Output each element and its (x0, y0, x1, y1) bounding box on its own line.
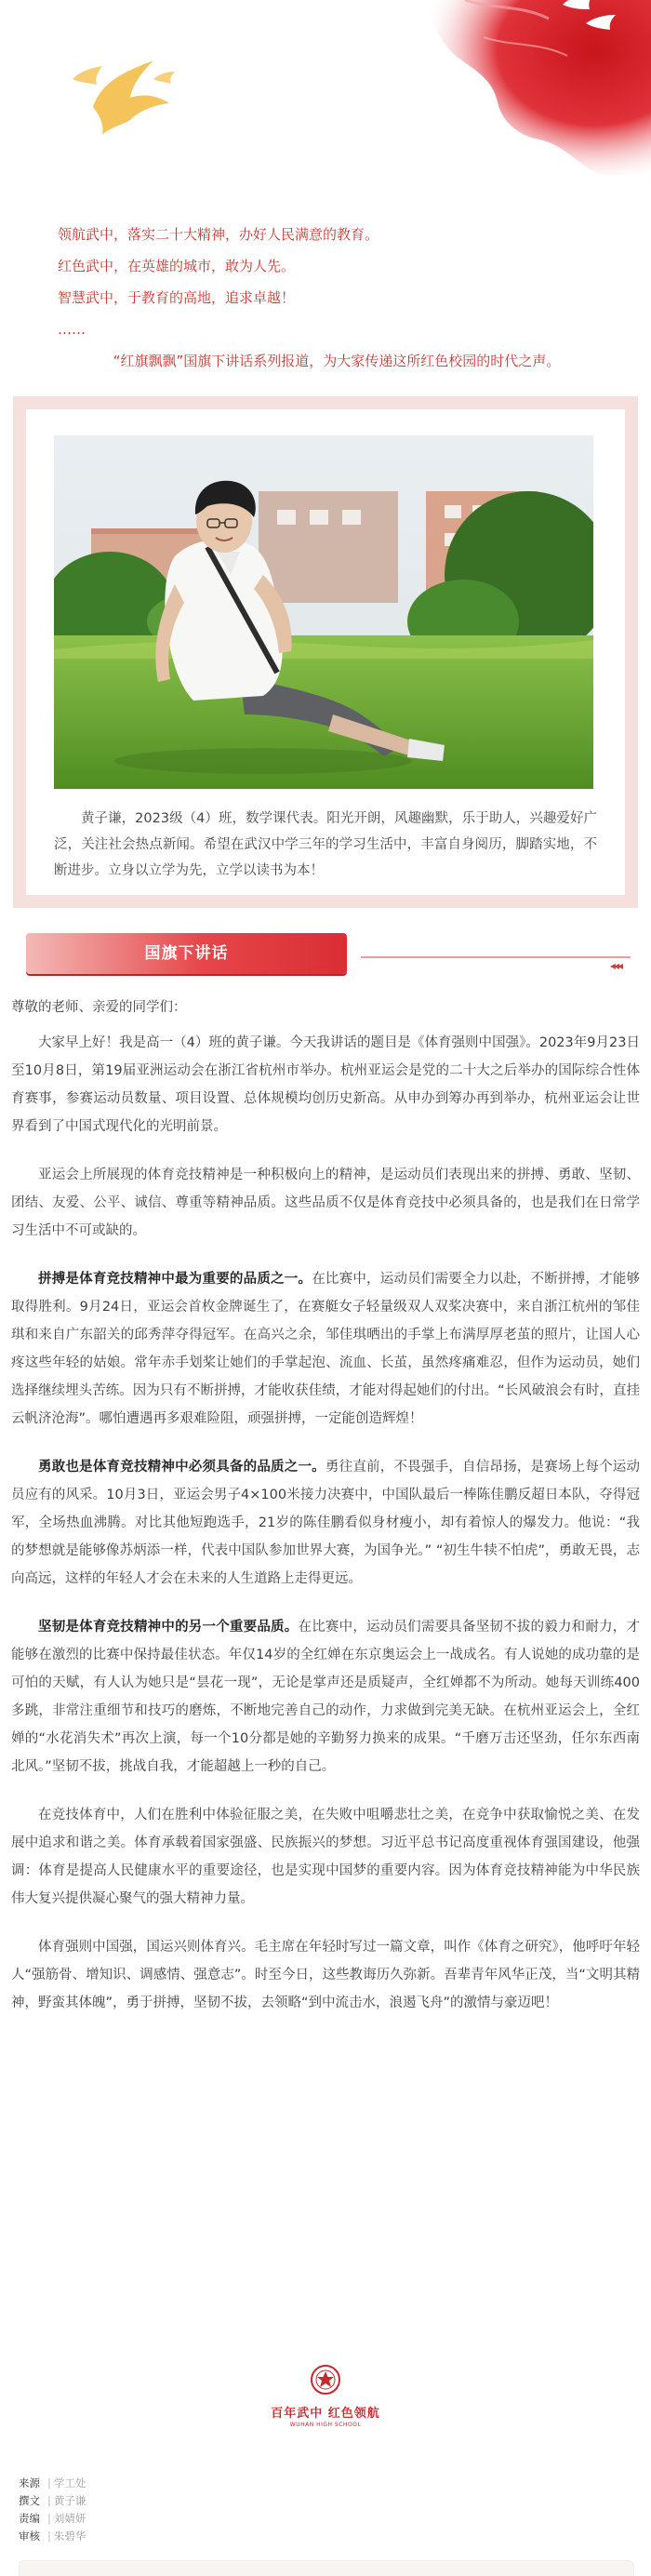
intro-line-3: 智慧武中，于教育的高地，追求卓越！ (58, 289, 296, 306)
speech-paragraph-5 (11, 1613, 640, 1781)
logo-slogan: 百年武中 红色领航 (271, 2407, 380, 2421)
section-divider (361, 956, 631, 958)
credit-author: 撰文 | 黄子谦 (19, 2494, 86, 2507)
speech-paragraph-1: 大家早上好！我是高一（4）班的黄子谦。今天我讲话的题目是《体育强则中国强》。2023年9月23日至10月8日，第19届亚洲运动会在浙江省杭州市举办。杭州亚运会是党的二十大之后举办的国际综合性体育赛事，参赛运动员数量、项目设置、总体规模均创历史新高。从申办到筹办再到举办，杭州亚运会让世界看到了中国式现代化的光明前景。 (11, 1035, 640, 1134)
speech-paragraph-7: 体育强则中国强，国运兴则体育兴。毛主席在年轻时写过一篇文章，叫作《体育之研究》，他呼吁年轻人“强筋骨、增知识、调感情、强意志”。时至今日，这些教诲历久弥新。吾辈青年风华正茂，当“文明其精神，野蛮其体魄”，勇于拼搏，坚韧不拔，去领略“到中流击水，浪遏飞舟”的激情与豪迈吧！ (11, 1940, 640, 2010)
credit-editor: 责编 | 刘婧妍 (19, 2512, 86, 2525)
logo-english-name: WUHAN HIGH SCHOOL (289, 2422, 362, 2428)
intro-section (58, 223, 616, 381)
series-tagline: “红旗飘飘”国旗下讲话系列报道，为大家传递这所红色校园的时代之声。 (113, 353, 561, 369)
intro-line-2: 红色武中，在英雄的城市，敢为人先。 (58, 258, 296, 274)
paragraph-4-text: 勇往直前，不畏强手，自信昂扬，是赛场上每个运动员应有的风采。10月3日，亚运会男子4×100米接力决赛中，中国队最后一棒陈佳鹏反超日本队，夺得冠军，全场热血沸腾。对比其他短跑选手，21岁的陈佳鹏看似身材瘦小，却有着惊人的爆发力。他说：“我的梦想就是能够像苏炳添一样，代表中国队参加世界大赛，为国争光。” “初生牛犊不怕虎”，勇敢无畏，志向高远，这样的年轻人才会在未来的人生道路上走得更远。 (11, 1460, 641, 1586)
header-banner (0, 0, 651, 195)
speech-body (11, 994, 640, 2037)
student-profile-caption: 黄子谦，2023级（4）班，数学课代表。阳光开朗，风趣幽默，乐于助人，兴趣爱好广泛，关注社会热点新闻。希望在武汉中学三年的学习生活中，丰富自身阅历，脚踏实地，不断进步。立身以立学为先，立学以读书为本！ (54, 811, 597, 878)
profile-card-inner (26, 409, 625, 895)
speech-paragraph-3 (11, 1265, 640, 1433)
doves-illustration (65, 42, 195, 144)
red-ink-splash-decoration (363, 0, 651, 195)
credit-reviewer: 审核 | 朱碧华 (19, 2529, 86, 2543)
speech-paragraph-2: 亚运会上所展现的体育竞技精神是一种积极向上的精神，是运动员们表现出来的拼搏、勇敢、坚韧、团结、友爱、公平、诚信、尊重等精神品质。这些品质不仅是体育竞技中必须具备的，也是我们在日常学习生活中不可或缺的。 (11, 1168, 640, 1238)
student-photo (54, 435, 593, 789)
credits (19, 2475, 205, 2545)
paragraph-5-lead: 坚韧是体育竞技精神中的另一个重要品质。 (38, 1620, 299, 1635)
profile-card (13, 396, 638, 908)
intro-line-1: 领航武中，落实二十大精神，办好人民满意的教育。 (58, 226, 379, 243)
bottom-bar (19, 2560, 634, 2576)
speech-paragraph-6: 在竞技体育中，人们在胜利中体验征服之美，在失败中咀嚼悲壮之美，在竞争中获取愉悦之美、在发展中追求和谐之美。体育承载着国家强盛、民族振兴的梦想。习近平总书记高度重视体育强国建设，他强调：体育是提高人民健康水平的重要途径，也是实现中国梦的重要内容。因为体育竞技精神能为中华民族伟大复兴提供凝心聚气的强大精神力量。 (11, 1808, 640, 1906)
paragraph-4-lead: 勇敢也是体育竞技精神中必须具备的品质之一。 (38, 1460, 326, 1475)
school-logo (256, 2364, 395, 2438)
school-emblem-icon (310, 2364, 341, 2396)
credit-source: 来源 | 学工处 (19, 2476, 86, 2489)
section-banner (26, 933, 631, 980)
speech-greeting: 尊敬的老师、亲爱的同学们： (11, 1000, 187, 1015)
paragraph-3-text: 在比赛中，运动员们需要全力以赴，不断拼搏，才能够取得胜利。9月24日，亚运会首枚金牌诞生了，在赛艇女子轻量级双人双桨决赛中，来自浙江杭州的邹佳琪和来自广东韶关的邱秀萍夺得冠军。在高兴之余，邹佳琪晒出的手掌上布满厚厚老茧的照片，让国人心疼这些年轻的姑娘。常年赤手划桨让她们的手掌起泡、流血、长茧，虽然疼痛难忍，但作为运动员，她们选择继续埋头苦练。因为只有不断拼搏，才能收获佳绩，才能对得起她们的付出。“长风破浪会有时，直挂云帆济沧海”。哪怕遭遇再多艰难险阻，顽强拼搏，一定能创造辉煌！ (11, 1272, 640, 1426)
paragraph-5-text: 在比赛中，运动员们需要具备坚韧不拔的毅力和耐力，才能够在激烈的比赛中保持最佳状态。年仅14岁的全红婵在东京奥运会上一战成名。有人说她的成功靠的是可怕的天赋，有人认为她只是“昙花一现”，无论是掌声还是质疑声，全红婵都不为所动。她每天训练400多跳，非常注重细节和技巧的磨炼，不断地完善自己的动作，力求做到完美无缺。在杭州亚运会上，全红婵的“水花消失术”再次上演，每一个10分都是她的辛勤努力换来的成果。“千磨万击还坚劲，任尔东西南北风。”坚韧不拔，挑战自我，才能超越上一秒的自己。 (11, 1620, 641, 1774)
speech-paragraph-4 (11, 1453, 640, 1593)
arrow-left-icon: ◂◂◂ (609, 959, 621, 972)
section-title: 国旗下讲话 (144, 944, 229, 963)
paragraph-3-lead: 拼搏是体育竞技精神中最为重要的品质之一。 (38, 1272, 312, 1287)
intro-ellipsis: …… (58, 321, 86, 338)
